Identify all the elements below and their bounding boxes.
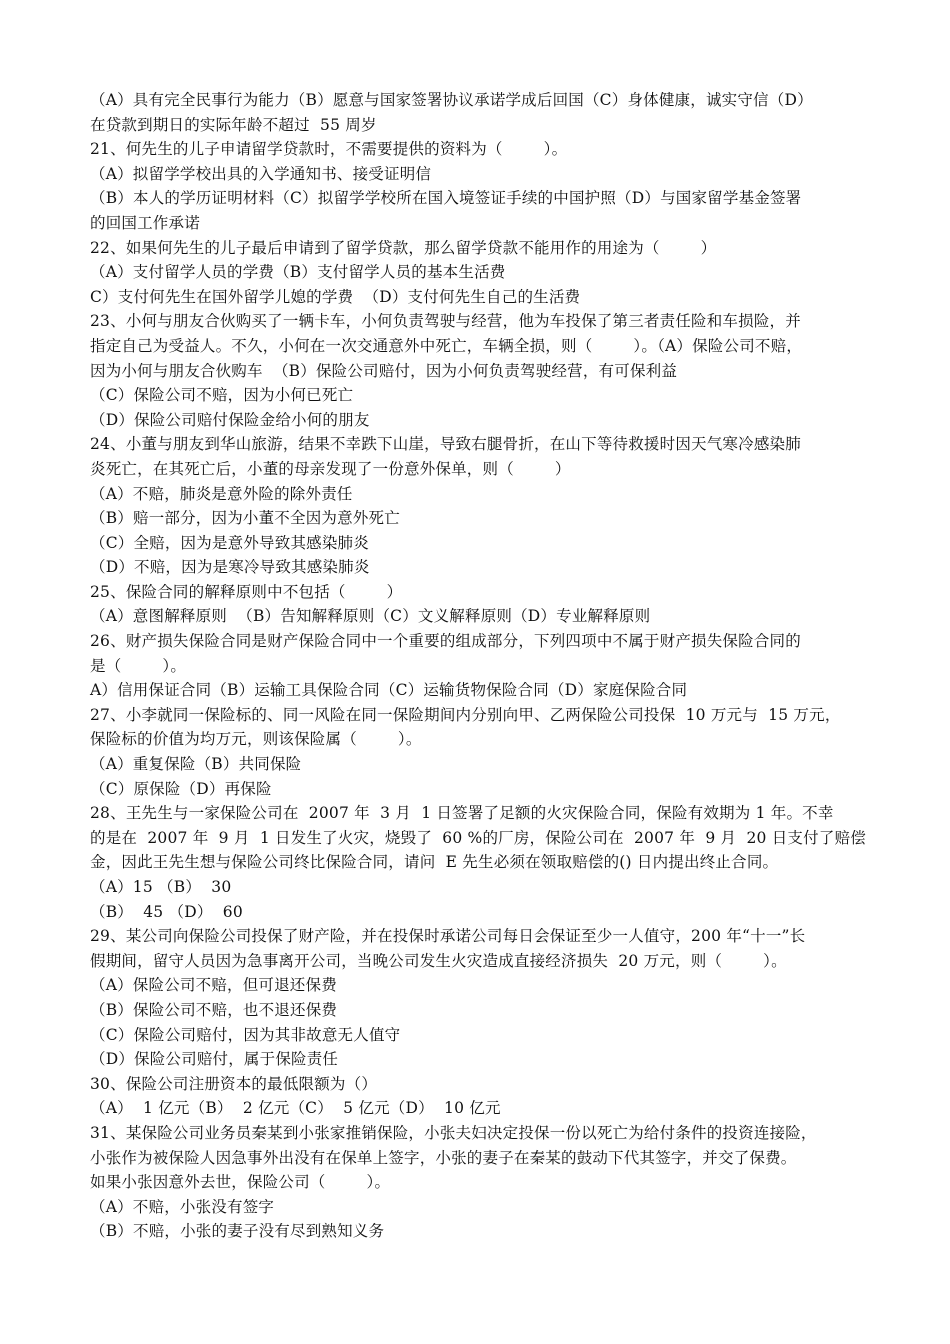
text-line: （C）全赔，因为是意外导致其感染肺炎 <box>90 533 369 552</box>
text-line: （D）保险公司赔付，属于保险责任 <box>90 1050 339 1069</box>
text-line: 的是在 2007 年 9 月 1 日发生了火灾，烧毁了 60 %的厂房，保险公司在 2007 年 9 月 20 日支付了赔偿 <box>90 828 866 847</box>
text-line: 29、某公司向保险公司投保了财产险，并在投保时承诺公司每日会保证至少一人值守，200 年“十一”长 <box>90 927 806 946</box>
text-line: （C）保险公司赔付，因为其非故意无人值守 <box>90 1025 401 1044</box>
text-line: 21、何先生的儿子申请留学贷款时，不需要提供的资料为（ ）。 <box>90 140 568 159</box>
text-line: 假期间，留守人员因为急事离开公司，当晚公司发生火灾造成直接经济损失 20 万元，则（ ）。 <box>90 951 787 970</box>
text-line: 30、保险公司注册资本的最低限额为（） <box>90 1074 378 1093</box>
text-line: 因为小何与朋友合伙购车 （B）保险公司赔付，因为小何负责驾驶经营，有可保利益 <box>90 361 678 380</box>
text-line: 23、小何与朋友合伙购买了一辆卡车，小何负责驾驶与经营，他为车投保了第三者责任险和车损险，并 <box>90 312 801 331</box>
text-line: （B） 45 （D） 60 <box>90 902 243 921</box>
text-line: C）支付何先生在国外留学儿媳的学费 （D）支付何先生自己的生活费 <box>90 287 581 306</box>
text-line: （D）保险公司赔付保险金给小何的朋友 <box>90 410 370 429</box>
text-line: （D）不赔，因为是寒冷导致其感染肺炎 <box>90 558 370 577</box>
text-line: 是（ ）。 <box>90 656 187 675</box>
text-line: 保险标的价值为均万元，则该保险属（ ）。 <box>90 730 422 749</box>
text-line: （A） 1 亿元（B） 2 亿元（C） 5 亿元（D） 10 亿元 <box>90 1099 501 1118</box>
text-line: （C）保险公司不赔，因为小何已死亡 <box>90 386 354 405</box>
text-line: （A）不赔，小张没有签字 <box>90 1197 275 1216</box>
text-line: 小张作为被保险人因急事外出没有在保单上签字，小张的妻子在秦某的鼓动下代其签字，并交了保费。 <box>90 1148 797 1167</box>
text-line: （A）重复保险（B）共同保险 <box>90 755 302 774</box>
text-line: 炎死亡，在其死亡后，小董的母亲发现了一份意外保单，则（ ） <box>90 459 571 478</box>
text-line: （A）具有完全民事行为能力（B）愿意与国家签署协议承诺学成后回国（C）身体健康，诚实守信（D） <box>90 91 813 109</box>
text-line: （A）15 （B） 30 <box>90 878 232 896</box>
text-line: （B）保险公司不赔，也不退还保费 <box>90 1000 338 1019</box>
text-line: （A）不赔，肺炎是意外险的除外责任 <box>90 484 353 503</box>
document-page <box>90 88 870 1244</box>
text-line: （B）赔一部分，因为小董不全因为意外死亡 <box>90 509 400 528</box>
text-line: 指定自己为受益人。不久，小何在一次交通意外中死亡，车辆全损，则（ ）。（A）保险公司不赔， <box>90 336 803 355</box>
text-line: （B）不赔，小张的妻子没有尽到熟知义务 <box>90 1222 385 1241</box>
text-line: 在贷款到期日的实际年龄不超过 55 周岁 <box>90 115 377 134</box>
text-line: （A）支付留学人员的学费（B）支付留学人员的基本生活费 <box>90 263 506 282</box>
text-line: （C）原保险（D）再保险 <box>90 779 272 798</box>
text-line: 如果小张因意外去世，保险公司（ ）。 <box>90 1173 391 1192</box>
text-line: 28、王先生与一家保险公司在 2007 年 3 月 1 日签署了足额的火灾保险合同，保险有效期为 1 年。不幸 <box>90 804 834 823</box>
text-line: 的回国工作承诺 <box>90 213 200 232</box>
text-line: 31、某保险公司业务员秦某到小张家推销保险，小张夫妇决定投保一份以死亡为给付条件的投资连接险， <box>90 1123 817 1142</box>
text-line: A）信用保证合同（B）运输工具保险合同（C）运输货物保险合同（D）家庭保险合同 <box>90 681 688 700</box>
text-line: （A）意图解释原则 （B）告知解释原则（C）文义解释原则（D）专业解释原则 <box>90 607 651 626</box>
text-line: （A）拟留学学校出具的入学通知书、接受证明信 <box>90 164 432 183</box>
text-line: 22、如果何先生的儿子最后申请到了留学贷款，那么留学贷款不能用作的用途为（ ） <box>90 238 717 257</box>
text-line: 27、小李就同一保险标的、同一风险在同一保险期间内分别向甲、乙两保险公司投保 10 万元与 15 万元， <box>90 705 841 724</box>
text-line: （A）保险公司不赔，但可退还保费 <box>90 976 337 995</box>
text-line: 26、财产损失保险合同是财产保险合同中一个重要的组成部分，下列四项中不属于财产损失保险合同的 <box>90 632 801 651</box>
text-line: 金，因此王先生想与保险公司终比保险合同，请问 E 先生必须在领取赔偿的() 日内提出终止合同。 <box>90 853 779 872</box>
text-line: （B）本人的学历证明材料（C）拟留学学校所在国入境签证手续的中国护照（D）与国家留学基金签署 <box>90 189 802 208</box>
text-line: 25、保险合同的解释原则中不包括（ ） <box>90 582 403 601</box>
text-line: 24、小董与朋友到华山旅游，结果不幸跌下山崖，导致右腿骨折，在山下等待救援时因天气寒冷感染肺 <box>90 435 801 454</box>
